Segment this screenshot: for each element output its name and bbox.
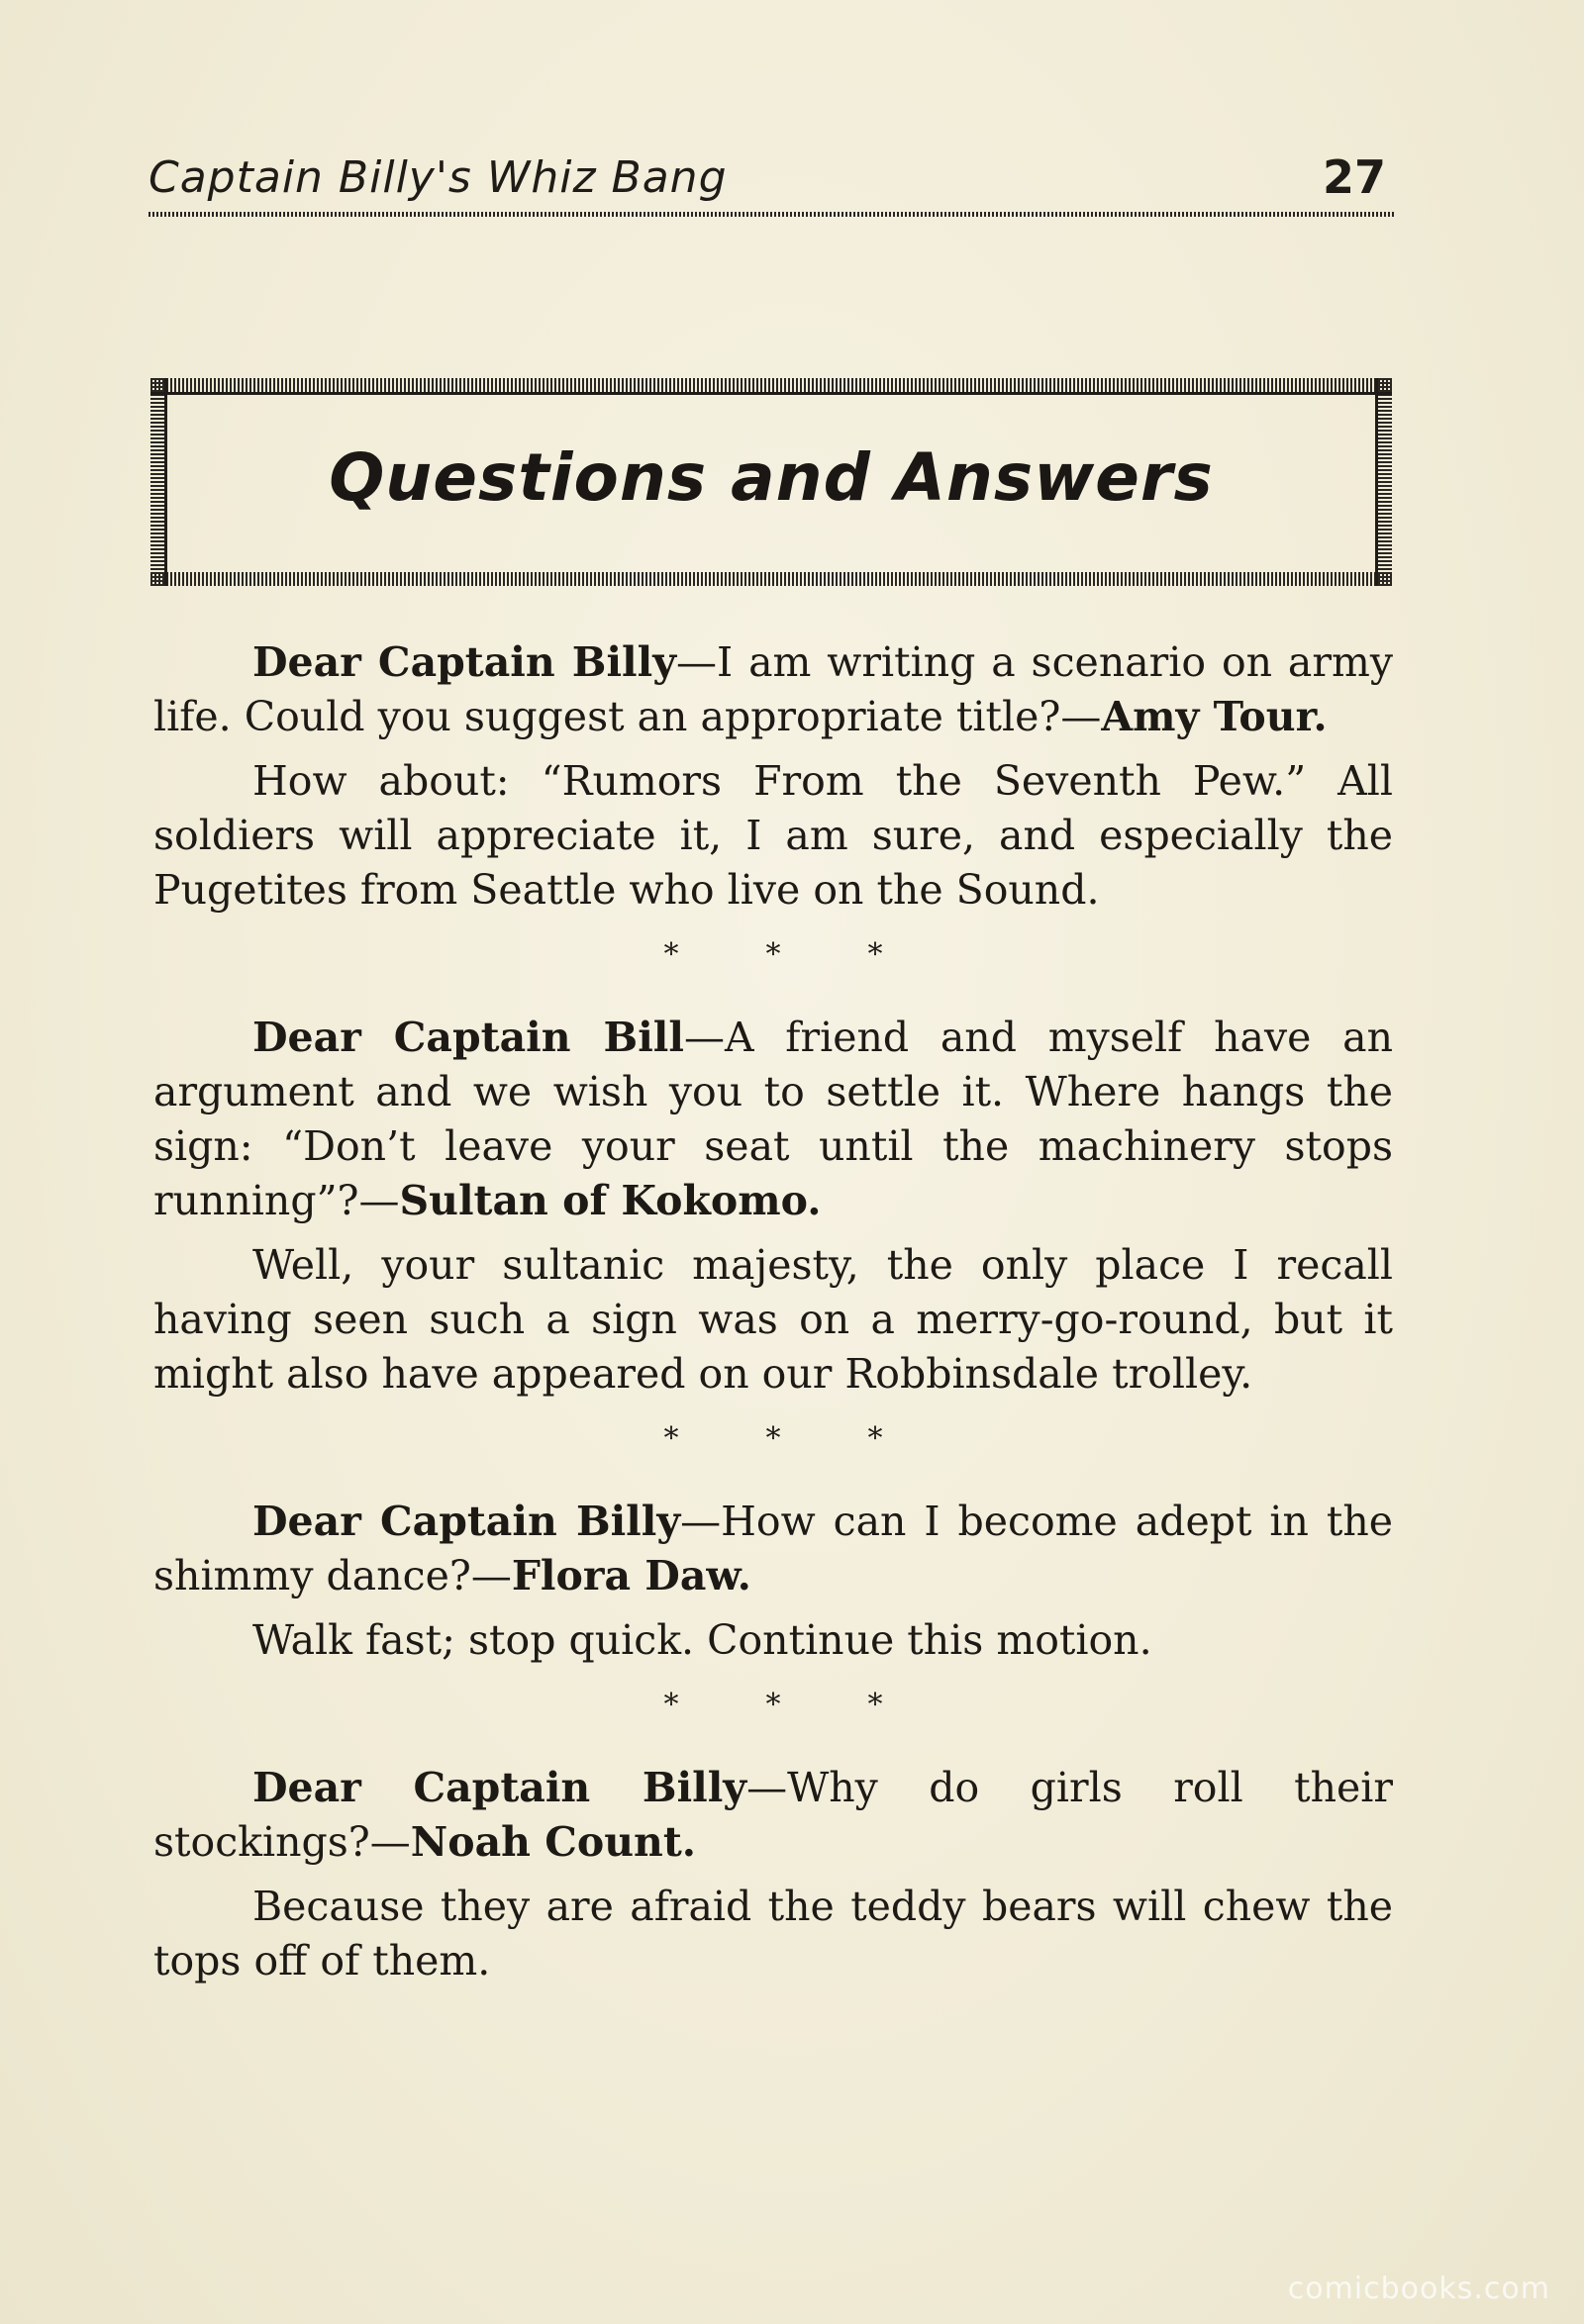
header-rule xyxy=(148,212,1394,217)
salutation: Dear Captain Billy xyxy=(252,1764,747,1811)
question-text: —A friend and myself have an argument and we wish you to settle it. Where hangs the sign: “Don’t leave your seat until the machinery stops running”?— xyxy=(153,1014,1393,1224)
page-number: 27 xyxy=(1322,150,1386,204)
question-paragraph xyxy=(153,1495,1393,1603)
answer-paragraph: Well, your sultanic majesty, the only place I recall having seen such a sign was on a merry-go-round, but it might also have appeared on our Robbinsdale trolley. xyxy=(153,1241,1393,1398)
separator-star: * xyxy=(867,936,883,972)
answer-paragraph: Walk fast; stop quick. Continue this motion. xyxy=(252,1616,1152,1664)
separator-star: * xyxy=(663,1687,679,1722)
separator-star: * xyxy=(765,936,781,972)
watermark: comicbooks.com xyxy=(1287,2272,1550,2306)
signature: Amy Tour. xyxy=(1101,693,1328,740)
question-paragraph xyxy=(153,1011,1393,1228)
separator-star: * xyxy=(867,1687,883,1722)
salutation: Dear Captain Bill xyxy=(252,1014,684,1061)
salutation: Dear Captain Billy xyxy=(252,638,677,686)
separator-star: * xyxy=(867,1420,883,1456)
signature: Sultan of Kokomo. xyxy=(399,1177,822,1224)
qa-column xyxy=(153,635,1393,1988)
signature: Flora Daw. xyxy=(511,1552,751,1599)
running-title: Captain Billy's Whiz Bang xyxy=(148,152,728,203)
section-title: Questions and Answers xyxy=(329,439,1214,516)
separator-stars xyxy=(153,923,1393,985)
answer-paragraph: How about: “Rumors From the Seventh Pew.” All soldiers will appreciate it, I am sure, and especially the Pugetites from Seattle who live on the Sound. xyxy=(153,757,1393,914)
separator-stars xyxy=(153,1674,1393,1735)
title-box-border-top xyxy=(150,378,1392,392)
question-text: —How can I become adept in the shimmy dance?— xyxy=(153,1498,1393,1599)
separator-stars xyxy=(153,1407,1393,1469)
signature: Noah Count. xyxy=(410,1818,697,1866)
separator-star: * xyxy=(765,1687,781,1722)
question-paragraph xyxy=(153,635,1393,744)
question-text: —I am writing a scenario on army life. Could you suggest an appropriate title?— xyxy=(153,638,1394,740)
question-paragraph xyxy=(153,1761,1393,1870)
running-header xyxy=(148,146,1394,216)
answer-paragraph: Because they are afraid the teddy bears will chew the tops off of them. xyxy=(153,1883,1393,1985)
separator-star: * xyxy=(663,936,679,972)
salutation: Dear Captain Billy xyxy=(252,1498,681,1545)
title-box-border-bottom xyxy=(150,572,1392,586)
title-box-line-top xyxy=(150,392,1392,395)
separator-star: * xyxy=(663,1420,679,1456)
section-title-box xyxy=(150,378,1392,586)
separator-star: * xyxy=(765,1420,781,1456)
question-text: —Why do girls roll their stockings?— xyxy=(153,1764,1393,1866)
